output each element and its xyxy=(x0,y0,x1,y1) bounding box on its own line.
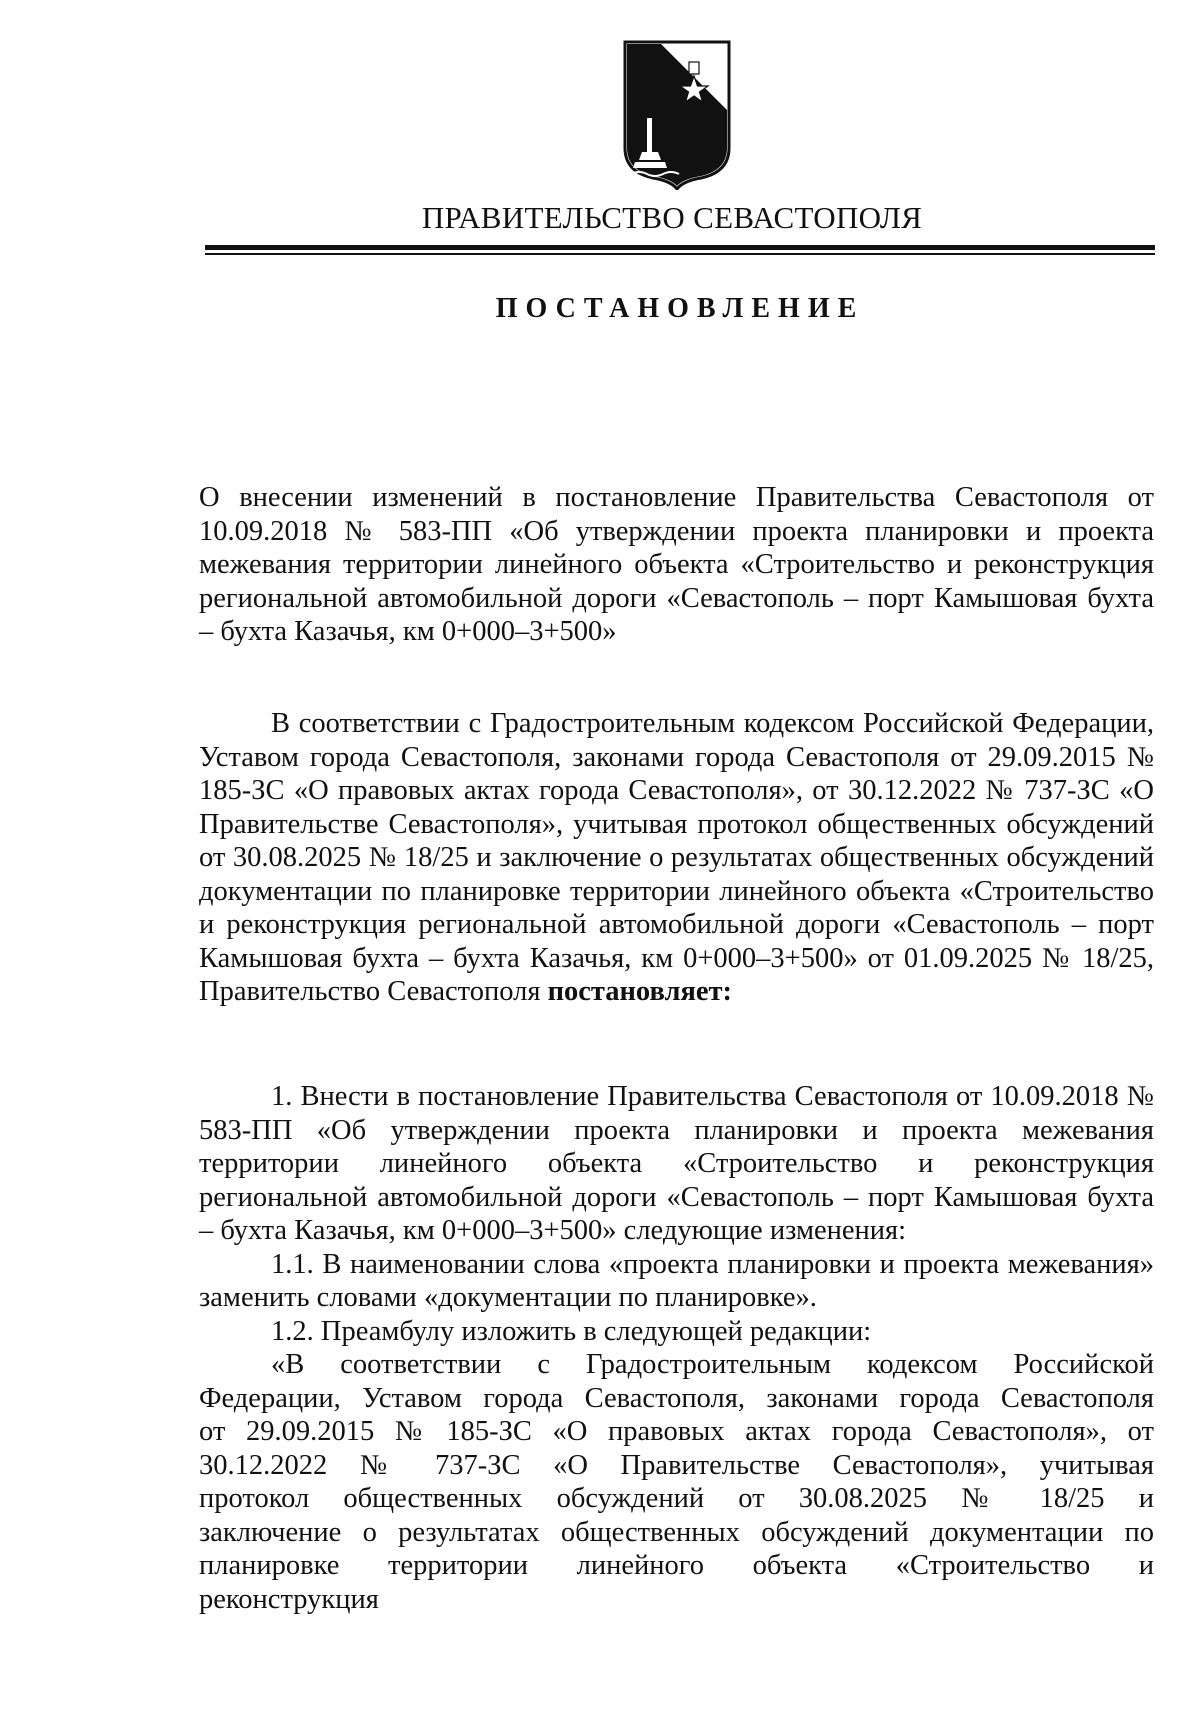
government-name xyxy=(0,200,1200,236)
document-type-heading: ПОСТАНОВЛЕНИЕ xyxy=(495,293,865,324)
preamble-colon: : xyxy=(722,976,733,1007)
item-1: 1. Внести в постановление Правительства Севастополя от 10.09.2018 № 583-ПП «Об утверждении проекта планировки и проекта межевания территории линейного объекта «Строительство и реконструкция региональной автомобильной дороги «Севастополь – порт Камышовая бухта – бухта Казачья, км 0+000–3+500» следующие изменения: xyxy=(199,1081,1154,1246)
preamble-verb: постановляет xyxy=(547,976,723,1007)
item-1-2-quote: «В соответствии с Градостроительным кодексом Российской Федерации, Уставом города Севастополя, законами города Севастополя от 29.09.2015 № 185-ЗС «О правовых актах города Севастополя», от 30.12.2022 № 737-ЗС «О Правительстве Севастополя», учитывая протокол общественных обсуждений от 30.08.2025 № 18/25 и заключение о результатах общественных обсуждений документации по планировке территории линейного объекта «Строительство и реконструкция xyxy=(199,1349,1154,1615)
preamble-block xyxy=(199,707,1154,1009)
resolution-title: О внесении изменений в постановление Правительства Севастополя от 10.09.2018 № 583-ПП «Об утверждении проекта планировки и проекта межевания территории линейного объекта «Строительство и реконструкция региональной автомобильной дороги «Севастополь – порт Камышовая бухта – бухта Казачья, км 0+000–3+500» xyxy=(199,482,1154,647)
preamble-paragraph xyxy=(199,707,1154,1009)
item-1-2: 1.2. Преамбулу изложить в следующей редакции: xyxy=(271,1315,872,1347)
government-name-text: ПРАВИТЕЛЬСТВО СЕВАСТОПОЛЯ xyxy=(421,200,923,235)
sevastopol-coat-of-arms-icon xyxy=(621,40,733,190)
preamble-text: В соответствии с Градостроительным кодексом Российской Федерации, Уставом города Севастополя, законами города Севастополя от 29.09.2015 № 185-ЗС «О правовых актах города Севастополя», от 30.12.2022 № 737-ЗС «О Правительстве Севастополя», учитывая протокол общественных обсуждений от 30.08.2025 № 18/25 и заключение о результатах общественных обсуждений документации по планировке территории линейного объекта «Строительство и реконструкция региональной автомобильной дороги «Севастополь – порт Камышовая бухта – бухта Казачья, км 0+000–3+500» от 01.09.2025 № 18/25, Правительство Севастополя xyxy=(199,708,1154,1007)
resolution-title-block xyxy=(199,481,1154,649)
header-rule-thick xyxy=(205,245,1155,250)
header-rule-thin xyxy=(205,253,1155,255)
items-block xyxy=(199,1080,1154,1616)
item-1-1: 1.1. В наименовании слова «проекта планировки и проекта межевания» заменить словами «документации по планировке». xyxy=(199,1248,1154,1313)
